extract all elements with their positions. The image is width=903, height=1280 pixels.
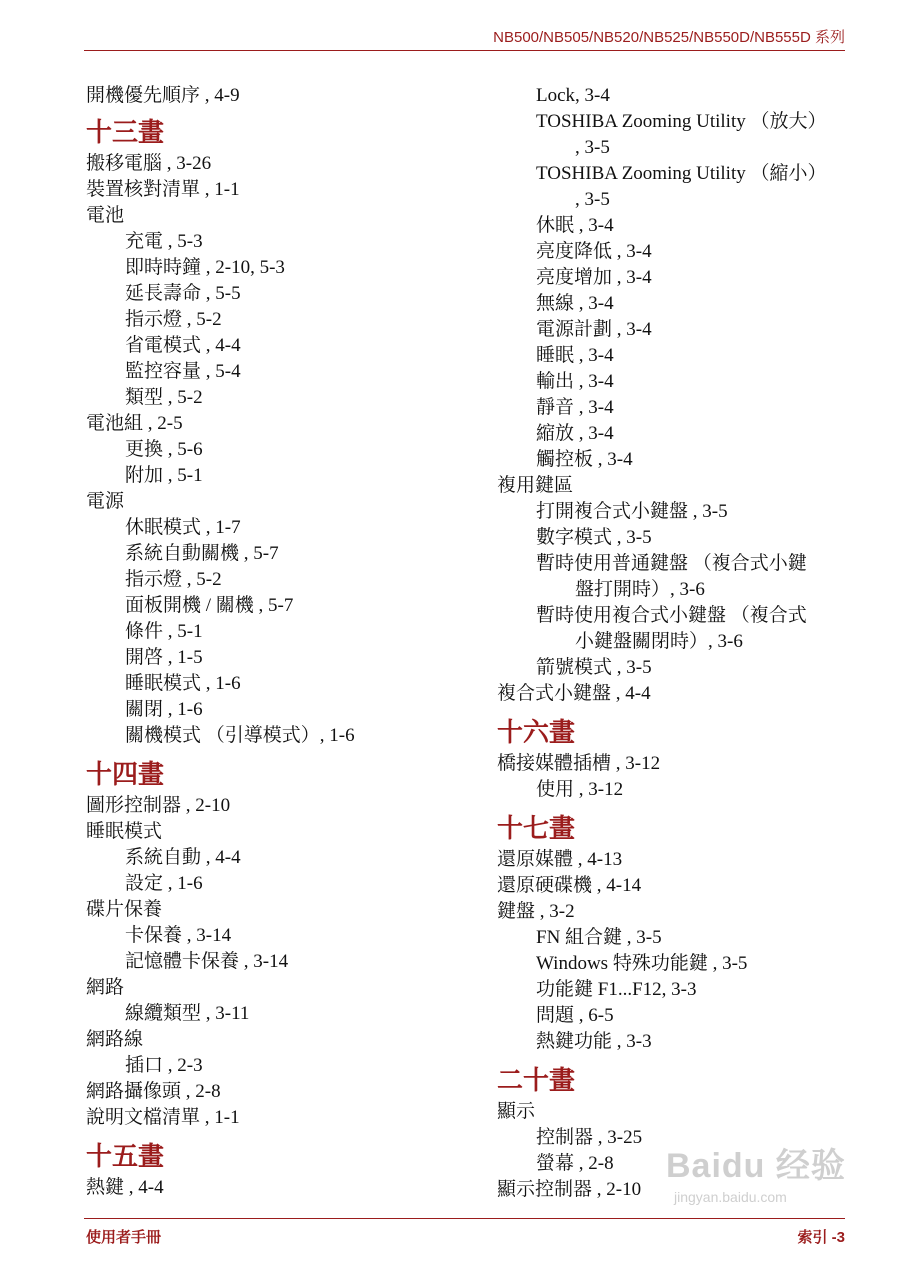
index-subentry: 無線 , 3-4 xyxy=(536,293,614,314)
index-entry: 開機優先順序 , 4-9 xyxy=(86,85,240,106)
index-entry: 睡眠模式 xyxy=(86,821,163,842)
index-entry: 熱鍵 , 4-4 xyxy=(86,1177,164,1198)
index-subentry: 充電 , 5-3 xyxy=(125,231,203,252)
index-subentry-continued: , 3-5 xyxy=(575,189,610,210)
index-subentry: 輸出 , 3-4 xyxy=(536,371,614,392)
index-subentry: 功能鍵 F1...F12, 3-3 xyxy=(536,979,697,1000)
index-subentry: 睡眠 , 3-4 xyxy=(536,345,614,366)
index-subentry: 電源計劃 , 3-4 xyxy=(536,319,652,340)
index-subentry: 螢幕 , 2-8 xyxy=(536,1153,614,1174)
index-subentry: 條件 , 5-1 xyxy=(125,621,203,642)
page-number: 索引 -3 xyxy=(797,1229,845,1246)
index-entry: 還原硬碟機 , 4-14 xyxy=(497,875,642,896)
index-subentry: 亮度降低 , 3-4 xyxy=(536,241,652,262)
index-entry: 電池 xyxy=(86,205,125,226)
index-subentry: 問題 , 6-5 xyxy=(536,1005,614,1026)
index-subentry: 更換 , 5-6 xyxy=(125,439,203,460)
index-subentry: 暫時使用普通鍵盤 （複合式小鍵 xyxy=(536,553,807,574)
header-rule xyxy=(84,50,845,51)
stroke-count-heading: 十五畫 xyxy=(86,1142,165,1172)
stroke-count-heading: 二十畫 xyxy=(497,1066,576,1096)
index-entry: 碟片保養 xyxy=(86,899,163,920)
index-subentry: 線纜類型 , 3-11 xyxy=(125,1003,250,1024)
index-subentry: 觸控板 , 3-4 xyxy=(536,449,633,470)
index-subentry: TOSHIBA Zooming Utility （縮小） xyxy=(536,163,827,184)
index-subentry: 縮放 , 3-4 xyxy=(536,423,614,444)
index-entry: 電源 xyxy=(86,491,125,512)
index-column-left xyxy=(86,83,476,1201)
stroke-count-heading: 十六畫 xyxy=(497,718,576,748)
index-subentry-continued: 小鍵盤關閉時）, 3-6 xyxy=(575,631,743,652)
index-subentry: 監控容量 , 5-4 xyxy=(125,361,241,382)
index-subentry-continued: , 3-5 xyxy=(575,137,610,158)
index-subentry: 打開複合式小鍵盤 , 3-5 xyxy=(536,501,728,522)
index-subentry-continued: 盤打開時）, 3-6 xyxy=(575,579,705,600)
index-subentry: TOSHIBA Zooming Utility （放大） xyxy=(536,111,827,132)
index-column-right xyxy=(497,83,847,1203)
index-subentry: 熱鍵功能 , 3-3 xyxy=(536,1031,652,1052)
index-subentry: 指示燈 , 5-2 xyxy=(125,309,222,330)
index-subentry: 開啓 , 1-5 xyxy=(125,647,203,668)
index-subentry: 使用 , 3-12 xyxy=(536,779,624,800)
index-entry: 網路攝像頭 , 2-8 xyxy=(86,1081,221,1102)
index-subentry: 系統自動 , 4-4 xyxy=(125,847,241,868)
index-subentry: Windows 特殊功能鍵 , 3-5 xyxy=(536,953,748,974)
watermark-brand: Baidu 经验 xyxy=(666,1147,846,1185)
index-entry: 裝置核對清單 , 1-1 xyxy=(86,179,240,200)
index-subentry: 關閉 , 1-6 xyxy=(125,699,203,720)
index-subentry: 指示燈 , 5-2 xyxy=(125,569,222,590)
watermark-url: jingyan.baidu.com xyxy=(674,1189,787,1205)
index-entry: 搬移電腦 , 3-26 xyxy=(86,153,212,174)
index-subentry: 類型 , 5-2 xyxy=(125,387,203,408)
index-entry: 說明文檔清單 , 1-1 xyxy=(86,1107,240,1128)
index-subentry: 附加 , 5-1 xyxy=(125,465,203,486)
index-subentry: 數字模式 , 3-5 xyxy=(536,527,652,548)
index-entry: 橋接媒體插槽 , 3-12 xyxy=(497,753,661,774)
footer-rule xyxy=(84,1218,845,1219)
index-subentry: 靜音 , 3-4 xyxy=(536,397,614,418)
stroke-count-heading: 十三畫 xyxy=(86,118,165,148)
series-title: NB500/NB505/NB520/NB525/NB550D/NB555D 系列 xyxy=(493,29,845,46)
index-subentry: 系統自動關機 , 5-7 xyxy=(125,543,279,564)
index-subentry: 休眠模式 , 1-7 xyxy=(125,517,241,538)
index-entry: 顯示 xyxy=(497,1101,536,1122)
index-entry: 網路 xyxy=(86,977,125,998)
index-subentry: 設定 , 1-6 xyxy=(125,873,203,894)
index-subentry: 睡眠模式 , 1-6 xyxy=(125,673,241,694)
stroke-count-heading: 十七畫 xyxy=(497,814,576,844)
stroke-count-heading: 十四畫 xyxy=(86,760,165,790)
index-subentry: 箭號模式 , 3-5 xyxy=(536,657,652,678)
index-subentry: 省電模式 , 4-4 xyxy=(125,335,241,356)
index-subentry: 亮度增加 , 3-4 xyxy=(536,267,652,288)
index-subentry: 控制器 , 3-25 xyxy=(536,1127,643,1148)
index-subentry: 記憶體卡保養 , 3-14 xyxy=(125,951,289,972)
index-subentry: Lock, 3-4 xyxy=(536,85,610,106)
index-subentry: 即時時鐘 , 2-10, 5-3 xyxy=(125,257,285,278)
index-entry: 電池組 , 2-5 xyxy=(86,413,183,434)
index-subentry: FN 組合鍵 , 3-5 xyxy=(536,927,662,948)
index-entry: 複合式小鍵盤 , 4-4 xyxy=(497,683,651,704)
index-entry: 複用鍵區 xyxy=(497,475,574,496)
index-subentry: 休眠 , 3-4 xyxy=(536,215,614,236)
manual-title: 使用者手冊 xyxy=(86,1229,162,1246)
index-entry: 網路線 xyxy=(86,1029,144,1050)
index-entry: 圖形控制器 , 2-10 xyxy=(86,795,231,816)
index-subentry: 關機模式 （引導模式）, 1-6 xyxy=(125,725,355,746)
index-subentry: 延長壽命 , 5-5 xyxy=(125,283,241,304)
index-subentry: 插口 , 2-3 xyxy=(125,1055,203,1076)
index-subentry: 暫時使用複合式小鍵盤 （複合式 xyxy=(536,605,807,626)
index-entry: 顯示控制器 , 2-10 xyxy=(497,1179,642,1200)
index-subentry: 面板開機 / 關機 , 5-7 xyxy=(125,595,294,616)
index-entry: 還原媒體 , 4-13 xyxy=(497,849,623,870)
index-entry: 鍵盤 , 3-2 xyxy=(497,901,575,922)
index-subentry: 卡保養 , 3-14 xyxy=(125,925,232,946)
